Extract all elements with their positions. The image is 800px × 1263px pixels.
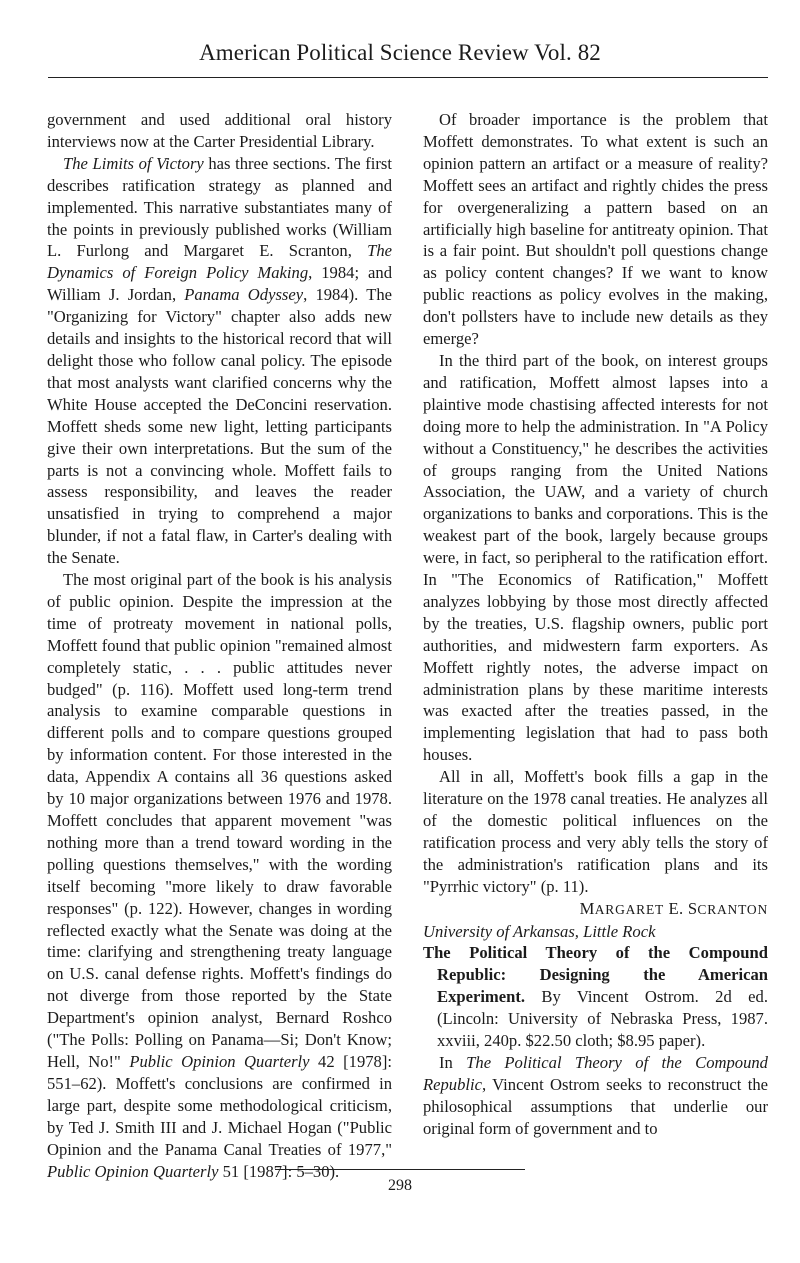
paragraph: government and used additional oral history interviews now at the Carter Presidential Library. [47, 110, 392, 151]
book-review-heading [423, 942, 768, 1052]
header-rule [48, 77, 768, 78]
paragraph: The Limits of Victory has three sections. The first describes ratification strategy as planned and implemented. This narrative substantiates many of the points in previously published works (William L. Furlong and Margaret E. Scranton, The Dynamics of Foreign Policy Making, 1984; and William J. Jordan, Panama Odyssey, 1984). The "Organizing for Victory" chapter also adds new details and insights to the historical record that will delight those who follow canal policy. The episode that most analysts want clarified concerns why the White House accepted the DeConcini reservation. Moffett sheds some new light, letting participants give their own interpretations. But the sum of the parts is not a convincing whole. Moffett fails to assess responsibility, and leaves the reader unsatisfied in trying to comprehend a major blunder, if not a fatal flaw, in Carter's dealing with the Senate. [47, 153, 392, 568]
right-column [423, 109, 768, 1140]
paragraph: The most original part of the book is his analysis of public opinion. Despite the impression at the time of protreaty movement in national polls, Moffett found that public opinion "remained almost completely static, . . . public attitudes never budged" (p. 116). Moffett used long-term trend analysis to examine comparable questions in different polls and to compare questions grouped by information content. For those interested in the data, Appendix A contains all 36 questions asked by 10 major organizations between 1976 and 1978. Moffett concludes that apparent movement "was nothing more than a trend toward wording in the polling questions themselves," with the wording itself becoming "more likely to draw favorable responses" (p. 122). However, changes in wording reflected exactly what the Senate was doing at the time: clarifying and strengthening treaty language on U.S. canal defense rights. Moffett's findings do not diverge from those reported by the State Department's opinion analyst, Bernard Roshco ("The Polls: Polling on Panama—Si; Don't Know; Hell, No!" Public Opinion Quarterly 42 [1978]: 551–62). Moffett's conclusions are confirmed in large part, despite some methodological criticism, by Ted J. Smith III and J. Michael Hogan ("Public Opinion and the Panama Canal Treaties of 1977," Public Opinion Quarterly 51 [1987]: 5–30). [47, 570, 392, 1181]
paragraph: Of broader importance is the problem that Moffett demonstrates. To what extent is such an opinion pattern an artifact or a measure of reality? Moffett sees an artifact and rightly chides the press for overgeneralizing a pattern based on an artificially high baseline for antitreaty opinion. That is a fair point. But shouldn't poll questions change as policy content changes? If we want to know public reactions as policy evolves in the making, don't pollsters have to include new details as they emerge? [423, 110, 768, 349]
book-review-title: The Political Theory of the Compound Republic: Designing the American Experiment. [423, 943, 768, 1007]
paragraph: All in all, Moffett's book fills a gap in the literature on the 1978 canal treaties. He analyzes all of the domestic political influences on the ratification process and very ably tells the story of the administration's ratification plans and its "Pyrrhic victory" (p. 11). [423, 767, 768, 896]
paragraph: In The Political Theory of the Compound Republic, Vincent Ostrom seeks to reconstruct the philosophical assumptions that underlie our original form of government and to [423, 1052, 768, 1138]
footer-rule [275, 1169, 525, 1170]
paragraph: In the third part of the book, on interest groups and ratification, Moffett almost lapses into a plaintive mode chastising affected interests for not doing more to help the administration. In "A Policy without a Constituency," he describes the activities of groups ranging from the United Nations Association, the UAW, and a variety of church organizations to banks and corporations. This is the weakest part of the book, largely because groups were, in fact, so peripheral to the ratification effort. In "The Economics of Ratification," Moffett analyzes lobbying by those most directly affected by the treaties, U.S. flagship owners, public port authorities, and midwestern farm exporters. As Moffett rightly notes, the adverse impact on administration plans by these maritime interests was exacted after the treaties passed, in the implementing legislation that had to pass both houses. [423, 350, 768, 765]
reviewer-signature: MARGARET E. SCRANTON [579, 898, 768, 918]
book-review-citation: By Vincent Ostrom. 2d ed. (Lincoln: University of Nebraska Press, 1987. xxviii, 240p. $22.50 cloth; $8.95 paper). [437, 987, 768, 1051]
book-title: The Limits of Victory [63, 153, 204, 173]
reviewer-affiliation: University of Arkansas, Little Rock [423, 921, 656, 941]
running-header: American Political Science Review Vol. 82 [199, 40, 601, 65]
page-number: 298 [388, 1177, 412, 1194]
left-column [47, 109, 392, 1182]
